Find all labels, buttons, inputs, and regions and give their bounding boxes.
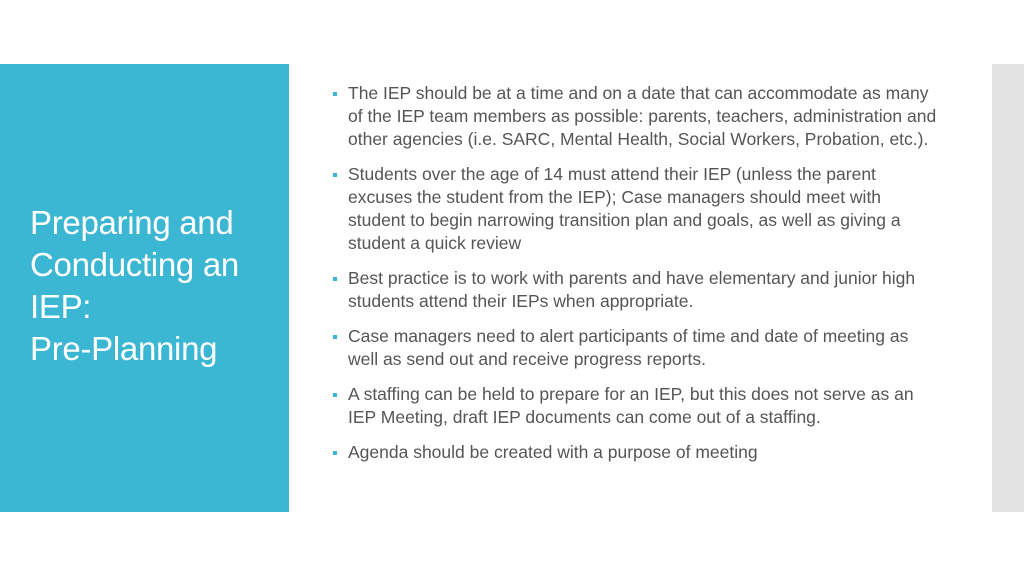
bullet-text: The IEP should be at a time and on a date that can accommodate as many of the IEP team members as possible: parents, teachers, administration and other agencies (i.e. SARC, Mental Health, Social Workers, Probation, etc.). [348,83,937,149]
bullet-icon [333,335,337,339]
list-item [333,325,943,371]
slide-title-line: Pre-Planning [30,330,218,367]
bullet-text: Students over the age of 14 must attend their IEP (unless the parent excuses the student from the IEP); Case managers should meet with student to begin narrowing transition plan and goals, as well as giving a student a quick review [348,164,901,253]
list-item [333,383,943,429]
right-side-strip [992,64,1024,512]
list-item [333,163,943,255]
bullet-icon [333,277,337,281]
bullet-icon [333,451,337,455]
bullet-icon [333,393,337,397]
slide-title [30,202,280,370]
slide-title-line: Preparing and [30,204,234,241]
list-item [333,267,943,313]
bullet-text: Best practice is to work with parents and have elementary and junior high students attend their IEPs when appropriate. [348,268,916,311]
list-item [333,82,943,151]
slide-title-line: IEP: [30,288,92,325]
bullet-text: A staffing can be held to prepare for an IEP, but this does not serve as an IEP Meeting, draft IEP documents can come out of a staffing. [348,384,914,427]
bullet-icon [333,173,337,177]
bullet-text: Case managers need to alert participants of time and date of meeting as well as send out and receive progress reports. [348,326,909,369]
slide-title-line: Conducting an [30,246,239,283]
bullet-text: Agenda should be created with a purpose of meeting [348,442,758,462]
list-item [333,441,943,464]
bullet-icon [333,92,337,96]
bullet-list [333,82,943,476]
